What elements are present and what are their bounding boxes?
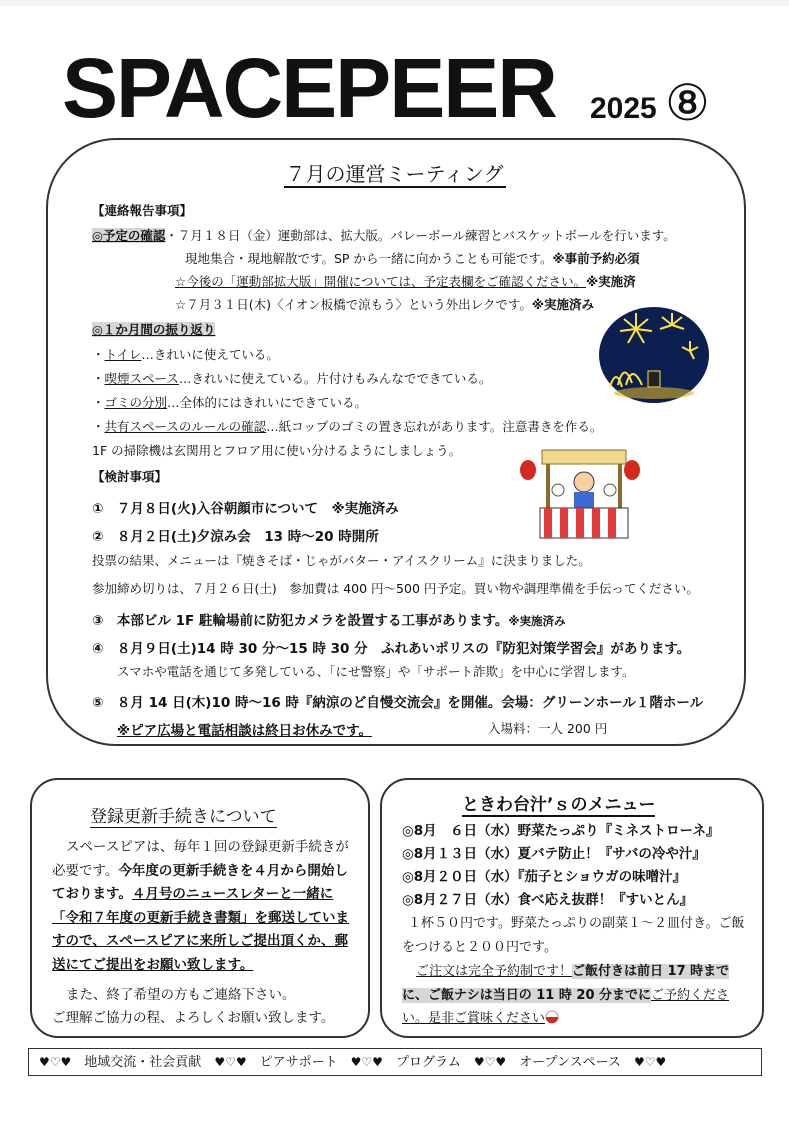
footer-item: オープンスペース	[519, 1055, 621, 1070]
menu-list	[402, 820, 720, 912]
registration-heading: 登録更新手続きについて	[90, 802, 277, 828]
hearts-icon: ♥♡♥	[633, 1055, 667, 1069]
issue-number: ⑧	[665, 75, 710, 131]
menu-item: ◎8月１３日（水）夏バテ防止！『サバの冷や汁』	[402, 846, 706, 862]
review-item: ・共有スペースのルールの確認…紙コップのゴミの置き忘れがあります。注意書きを作る。	[92, 419, 603, 434]
registration-paragraph: スペースピアは、毎年１回の登録更新手続きが必要です。今年度の更新手続きを４月から開始しております。４月号のニュースレターと一緒に「令和７年度の更新手続き書類」を郵送していますので、スペースピアに来所しご提出頂くか、郵送にてご提出をお願い致します。	[52, 839, 349, 973]
menu-item: ◎8月２０日（水）『茄子とショウガの味噌汁』	[402, 869, 687, 885]
discussion-section-label: 【検討事項】	[92, 469, 168, 484]
agenda-item-5-fee: 入場料：一人 200 円	[488, 721, 608, 736]
agenda-item-3: ③ 本部ビル 1F 駐輪場前に防犯カメラを設置する工事があります。※実施済み	[92, 613, 566, 629]
plans-label: ◎予定の確認	[92, 228, 166, 243]
agenda-item-4-note: スマホや電話を通じて多発している、「にせ警察」や「サポート詐欺」を中心に学習します。	[117, 664, 635, 679]
menu-price-note: １杯５０円です。野菜たっぷりの副菜１～２皿付き。ご飯をつけると２００円です。	[402, 916, 745, 955]
review-item: ・ゴミの分別…全体的にはきれいにできている。	[92, 395, 368, 410]
hearts-icon: ♥♡♥	[39, 1055, 72, 1069]
agenda-item-5: ⑤ ８月 14 日(木)10 時～16 時『納涼のど自慢交流会』を開催。会場：グリーンホール１階ホール	[92, 695, 704, 711]
agenda-item-4: ④ ８月９日(土)14 時 30 分～15 時 30 分 ふれあいポリスの『防犯対策学習会』があります。	[92, 641, 691, 657]
menu-item: ◎8月 ６日（水）野菜たっぷり『ミネストローネ』	[402, 823, 720, 839]
plans-line-4: ☆７月３１日(木)〈イオン板橋で涼もう〉という外出レクです。※実施済み	[175, 297, 594, 312]
registration-note-1: また、終了希望の方もご連絡下さい。	[66, 987, 296, 1003]
newsletter-year: 2025	[590, 92, 657, 125]
review-item: ・トイレ…きれいに使えている。	[92, 347, 279, 362]
plans-line-3: ☆今後の「運動部拡大版」開催については、予定表欄をご確認ください。※実施済	[175, 274, 636, 289]
review-note: 1F の掃除機は玄関用とフロア用に使い分けるようにしましょう。	[92, 443, 462, 458]
fireworks-illustration	[598, 305, 710, 405]
top-bar	[0, 0, 789, 6]
food-stall-illustration	[518, 448, 642, 540]
menu-item: ◎8月２７日（水）食べ応え抜群！『すいとん』	[402, 892, 694, 908]
hearts-icon: ♥♡♥	[350, 1055, 383, 1069]
menu-heading: ときわ台汁’ｓのメニュー	[462, 790, 655, 817]
footer-item: プログラム	[395, 1055, 461, 1070]
newsletter-title: SPACEPEER	[62, 41, 556, 135]
footer-bar	[28, 1048, 762, 1076]
plans-line-1: ◎予定の確認・７月１８日（金）運動部は、拡大版。バレーボール練習とバスケットボールを行います。	[92, 228, 676, 243]
menu-order-note: ご注文は完全予約制です！ご飯付きは前日 17 時までに、ご飯ナシは当日の 11 時 20 分までにご予約ください。是非ご賞味ください	[402, 964, 730, 1026]
meeting-heading: ７月の運営ミーティング	[285, 162, 504, 186]
review-label: ◎１か月間の振り返り	[92, 322, 216, 337]
reports-section-label: 【連絡報告事項】	[92, 203, 193, 218]
agenda-item-2-note-2: 参加締め切りは、７月２６日(土) 参加費は 400 円～500 円予定。買い物や調理準備を手伝ってください。	[92, 581, 699, 596]
registration-note-2: ご理解ご協力の程、よろしくお願い致します。	[52, 1010, 335, 1026]
footer-item: 地域交流・社会貢献	[84, 1055, 202, 1070]
plans-line-2: 現地集合・現地解散です。SP から一緒に向かうことも可能です。※事前予約必須	[185, 251, 640, 266]
hearts-icon: ♥♡♥	[214, 1055, 247, 1069]
hearts-icon: ♥♡♥	[473, 1055, 507, 1069]
agenda-item-1: ① ７月８日(火)入谷朝顔市について ※実施済み	[92, 501, 399, 517]
agenda-item-5-note: ※ピア広場と電話相談は終日お休みです。	[117, 723, 373, 739]
bowl-icon	[545, 1010, 559, 1024]
agenda-item-2-note-1: 投票の結果、メニューは『焼きそば・じゃがバター・アイスクリーム』に決まりました。	[92, 553, 591, 568]
agenda-item-2: ② ８月２日(土)夕涼み会 13 時～20 時開所	[92, 529, 379, 545]
footer-item: ピアサポート	[259, 1055, 338, 1070]
review-item: ・喫煙スペース…きれいに使えている。片付けもみんなでできている。	[92, 371, 492, 386]
